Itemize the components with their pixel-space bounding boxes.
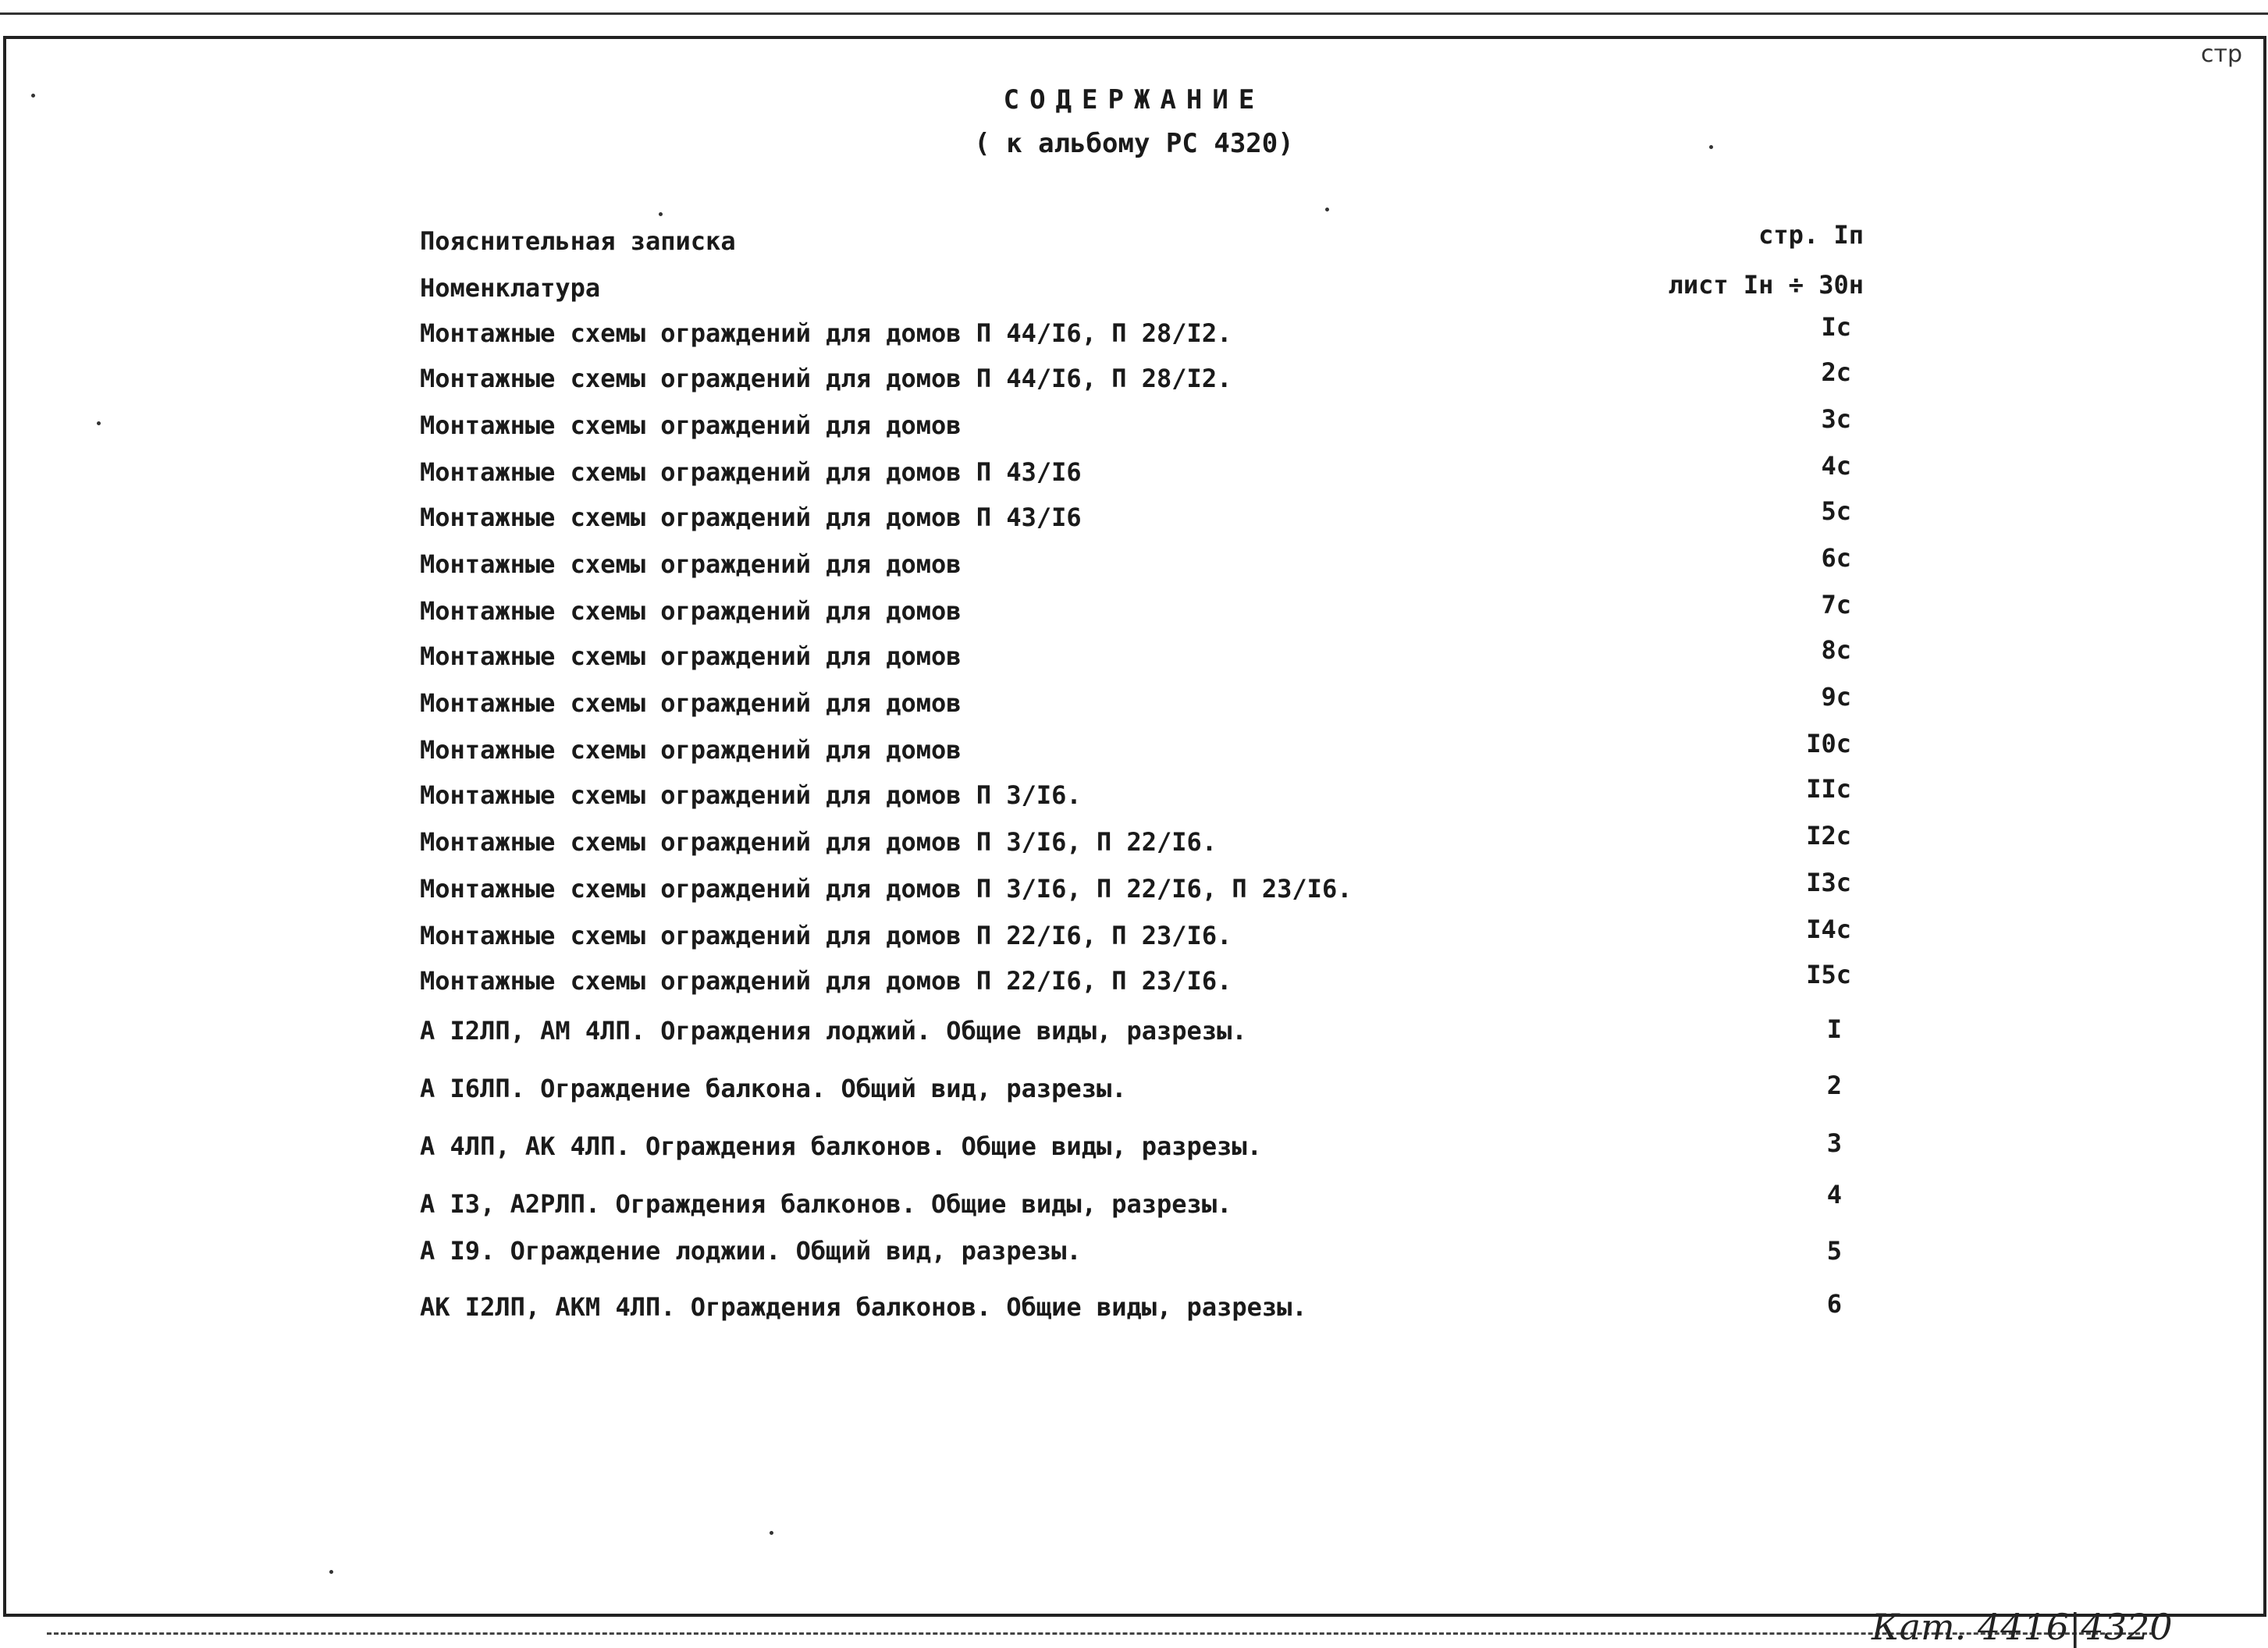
toc-entry-page: 2 [1826, 1071, 1842, 1100]
toc-entry-title: Монтажные схемы ограждений для домов П 22/I6, П 23/I6. [420, 966, 1232, 996]
toc-entry-page: лист Iн ÷ 30н [1668, 270, 1864, 300]
toc-entry-title: Пояснительная записка [420, 226, 736, 256]
catalog-number: Кат. 4416|4320 [1872, 1606, 2173, 1648]
toc-row [420, 220, 1864, 265]
toc-entry-page: 5 [1826, 1236, 1842, 1266]
toc-entry-page: 4 [1826, 1180, 1842, 1209]
toc-entry-title: Монтажные схемы ограждений для домов П 3/I6, П 22/I6, П 23/I6. [420, 874, 1353, 904]
toc-entry-title: Монтажные схемы ограждений для домов П 22/I6, П 23/I6. [420, 921, 1232, 950]
toc-row [420, 1236, 1864, 1275]
toc-entry-title: Монтажные схемы ограждений для домов П 43/I6 [420, 503, 1082, 532]
toc-row [420, 682, 1864, 727]
top-border-line [0, 12, 2268, 15]
toc-entry-title: АК I2ЛП, АКМ 4ЛП. Ограждения балконов. Общие виды, разрезы. [420, 1292, 1307, 1322]
toc-entry-title: Монтажные схемы ограждений для домов П 43/I6 [420, 457, 1082, 487]
toc-entry-page: I3с [1806, 868, 1851, 897]
toc-entry-page: I0с [1806, 729, 1851, 758]
toc-entry-title: А I2ЛП, АМ 4ЛП. Ограждения лоджий. Общие виды, разрезы. [420, 1016, 1247, 1046]
scan-speck [1709, 145, 1713, 149]
toc-entry-title: Монтажные схемы ограждений для домов П 3/I6. [420, 780, 1082, 810]
toc-row [420, 774, 1864, 819]
toc-entry-page: I2с [1806, 821, 1851, 851]
toc-row [420, 1071, 1864, 1113]
toc-entry-page: I5с [1806, 960, 1851, 989]
bottom-border-line [47, 1632, 2154, 1635]
toc-entry-page: 5с [1821, 496, 1851, 526]
toc-entry-page: 6 [1826, 1289, 1842, 1319]
toc-entry-page: 7с [1821, 590, 1851, 620]
toc-entry-page: 6с [1821, 543, 1851, 573]
toc-entry-title: Монтажные схемы ограждений для домов [420, 410, 962, 440]
toc-row [420, 357, 1864, 403]
toc-entry-page: 9с [1821, 682, 1851, 712]
toc-entry-title: Монтажные схемы ограждений для домов [420, 596, 962, 626]
toc-entry-title: А 4ЛП, АК 4ЛП. Ограждения балконов. Общие виды, разрезы. [420, 1131, 1262, 1161]
toc-entry-page: 3 [1826, 1128, 1842, 1158]
toc-row [420, 1016, 1864, 1055]
toc-entry-title: А I3, А2РЛП. Ограждения балконов. Общие виды, разрезы. [420, 1189, 1232, 1219]
toc-entry-title: Монтажные схемы ограждений для домов [420, 641, 962, 671]
toc-entry-page: 8с [1821, 635, 1851, 665]
toc-row [420, 1289, 1864, 1331]
toc-row [420, 1128, 1864, 1170]
toc-row [420, 960, 1864, 1005]
toc-entry-title: Монтажные схемы ограждений для домов П 44/I6, П 28/I2. [420, 318, 1232, 348]
toc-entry-title: Монтажные схемы ограждений для домов П 3/I6, П 22/I6. [420, 827, 1218, 857]
toc-row [420, 1180, 1864, 1228]
scan-speck [770, 1531, 773, 1535]
toc-row [420, 312, 1864, 357]
toc-entry-title: А I6ЛП. Ограждение балкона. Общий вид, разрезы. [420, 1074, 1127, 1103]
toc-entry-title: Номенклатура [420, 273, 601, 303]
document-title: СОДЕРЖАНИЕ [1003, 84, 1265, 115]
toc-entry-page: 4с [1821, 451, 1851, 481]
document-header [0, 84, 2268, 159]
scan-speck [659, 212, 663, 216]
toc-entry-title: Монтажные схемы ограждений для домов П 44/I6, П 28/I2. [420, 364, 1232, 393]
scan-speck [97, 421, 101, 425]
toc-row [420, 404, 1864, 449]
document-subtitle: ( к альбому РС 4320) [974, 128, 1294, 159]
toc-row [420, 451, 1864, 496]
toc-entry-title: Монтажные схемы ограждений для домов [420, 549, 962, 579]
toc-entry-page: 2с [1821, 357, 1851, 387]
toc-entry-page: I4с [1806, 915, 1851, 944]
toc-row [420, 590, 1864, 635]
toc-entry-title: А I9. Ограждение лоджии. Общий вид, разрезы. [420, 1236, 1082, 1266]
toc-row [420, 821, 1864, 866]
toc-entry-page: I [1826, 1014, 1842, 1044]
toc-row [420, 635, 1864, 680]
toc-entry-page: IIс [1806, 774, 1851, 804]
toc-row [420, 543, 1864, 588]
toc-entry-title: Монтажные схемы ограждений для домов [420, 735, 962, 765]
toc-entry-title: Монтажные схемы ограждений для домов [420, 688, 962, 718]
toc-row [420, 915, 1864, 960]
toc-row [420, 496, 1864, 542]
scan-speck [1325, 208, 1329, 211]
toc-row [420, 868, 1864, 913]
toc-entry-page: стр. Iп [1758, 220, 1864, 250]
toc-row [420, 729, 1864, 774]
toc-entry-page: Iс [1821, 312, 1851, 342]
toc-row [420, 270, 1864, 312]
page-mark: стр [2201, 41, 2243, 68]
scan-speck [329, 1570, 333, 1574]
scan-speck [31, 94, 35, 98]
toc-entry-page: 3с [1821, 404, 1851, 434]
